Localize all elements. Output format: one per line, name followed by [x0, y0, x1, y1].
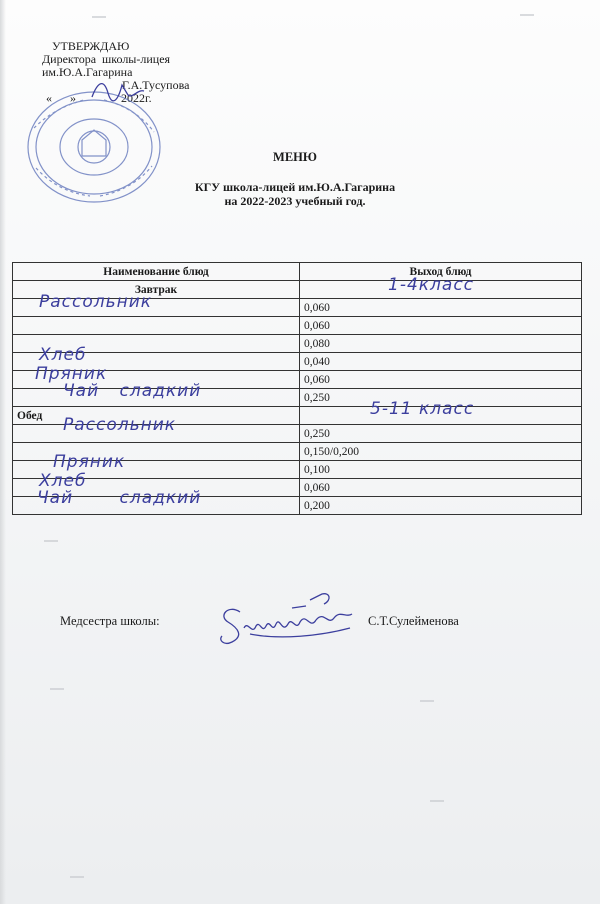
handwritten-dish: Хлеб — [39, 345, 87, 365]
nurse-name: С.Т.Сулейменова — [368, 614, 459, 628]
table-row — [13, 389, 582, 407]
table-row — [13, 497, 582, 515]
output-cell: 0,200 — [300, 497, 582, 515]
table-row — [13, 461, 582, 479]
output-cell: 0,040 — [300, 353, 582, 371]
section-label: Обед — [13, 407, 300, 425]
handwritten-dish: Пряник — [53, 452, 126, 472]
table-row — [13, 335, 582, 353]
output-cell: 0,060 — [300, 299, 582, 317]
output-cell: 0,060 — [300, 479, 582, 497]
handwritten-dish: Рассольник — [63, 415, 177, 435]
scan-speck — [44, 540, 58, 542]
output-cell: 0,060 — [300, 317, 582, 335]
header-output: Выход блюд — [300, 263, 582, 281]
table-header-row — [13, 263, 582, 281]
handwritten-dish: Чай сладкий — [63, 381, 202, 401]
scan-speck — [520, 14, 534, 16]
subtitle-school: КГУ школа-лицей им.Ю.А.Гагарина — [194, 180, 396, 194]
table-row — [13, 299, 582, 317]
handwritten-dish: Хлеб — [39, 471, 87, 491]
output-cell: 0,080 — [300, 335, 582, 353]
handwritten-class-note: 5-11 класс — [370, 399, 475, 419]
subtitle-year: на 2022-2023 учебный год. — [224, 194, 366, 208]
approval-director-name: Г.А.Тусупова — [122, 78, 190, 92]
approval-date: « » 2022г. — [46, 91, 152, 105]
scan-speck — [430, 800, 444, 802]
nurse-label: Медсестра школы: — [60, 614, 160, 628]
output-cell: 0,250 — [300, 425, 582, 443]
handwritten-dish: Пряник — [35, 364, 108, 384]
menu-table — [12, 262, 582, 515]
scan-speck — [50, 688, 64, 690]
director-signature — [88, 75, 148, 105]
header-dish: Наименование блюд — [13, 263, 300, 281]
approval-school: им.Ю.А.Гагарина — [42, 65, 133, 79]
table-row — [13, 317, 582, 335]
output-cell: 0,150/0,200 — [300, 443, 582, 461]
scan-speck — [70, 876, 84, 878]
nurse-signature — [210, 590, 360, 650]
approval-position: Директора школы-лицея — [42, 52, 171, 66]
table-row — [13, 425, 582, 443]
handwritten-dish: Рассольник — [39, 292, 153, 312]
output-cell: 0,060 — [300, 371, 582, 389]
page-edge-shadow — [0, 0, 6, 904]
page-subtitle — [0, 180, 590, 208]
page-title: МЕНЮ — [273, 150, 317, 164]
section-label: Завтрак — [13, 281, 300, 299]
output-cell: 0,250 — [300, 389, 582, 407]
handwritten-class-note: 1-4класс — [388, 275, 475, 295]
scan-speck — [92, 16, 106, 18]
scan-speck — [420, 700, 434, 702]
handwritten-dish: Чай сладкий — [37, 488, 202, 508]
approval-heading: УТВЕРЖДАЮ — [52, 39, 130, 53]
output-cell: 0,100 — [300, 461, 582, 479]
